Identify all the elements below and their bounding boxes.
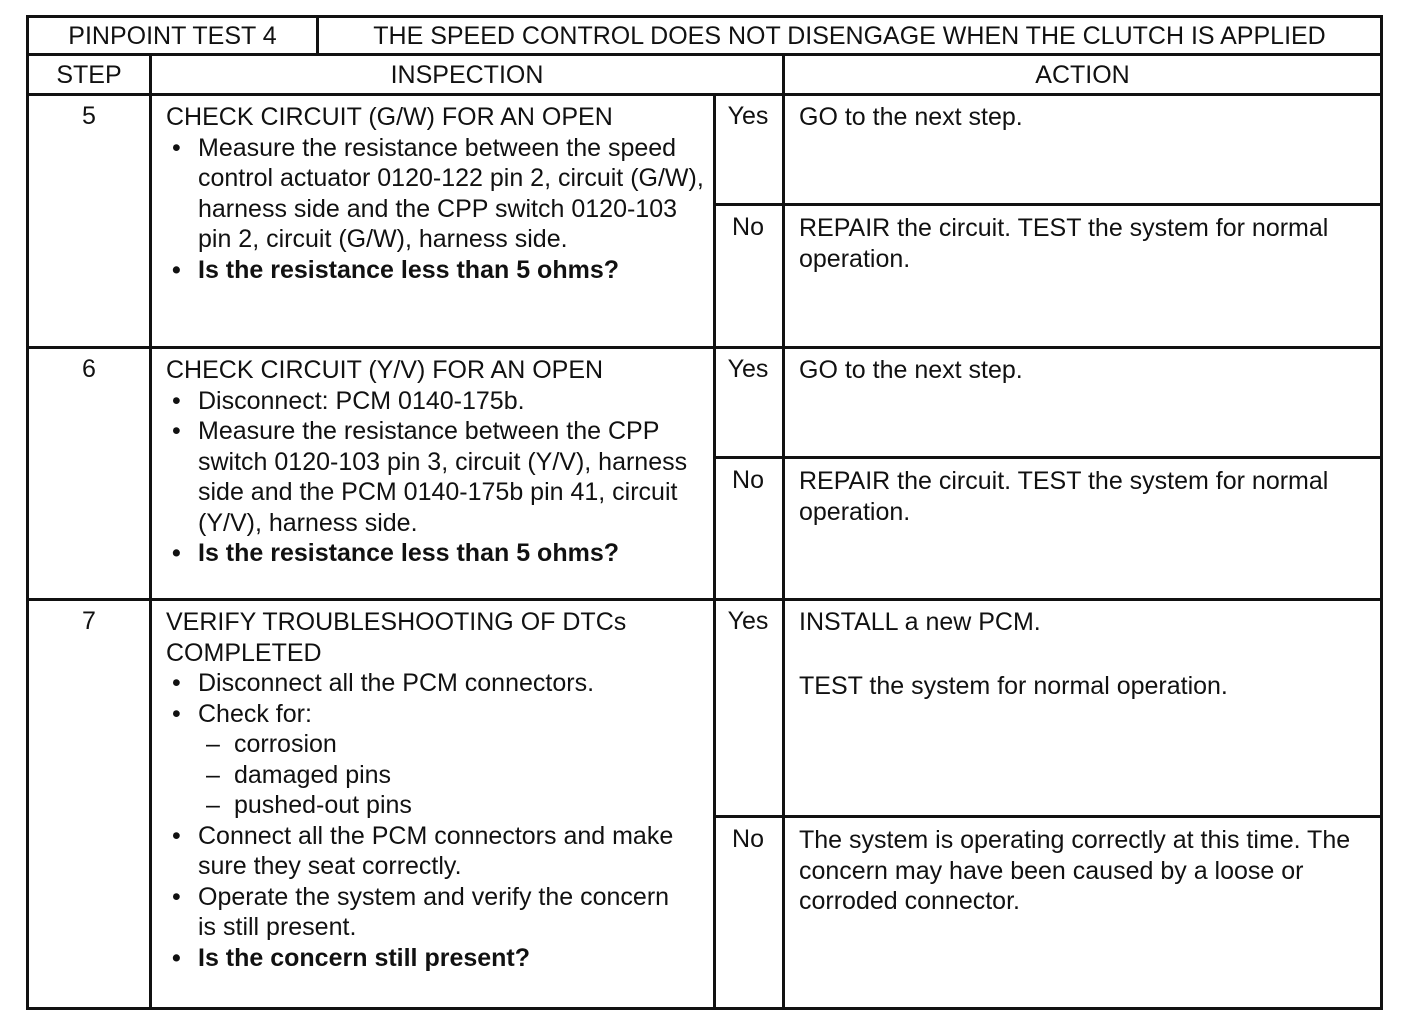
inspection-item: • Connect all the PCM connectors and make sure they seat correctly. <box>166 821 686 882</box>
no-label: No <box>732 466 764 494</box>
yes-label: Yes <box>727 102 769 130</box>
no-action: REPAIR the circuit. TEST the system for normal operation. <box>799 467 1329 526</box>
divider-action <box>782 56 785 1007</box>
inspection-item: • Measure the resistance between the speed control actuator 0120-122 pin 2, circuit (G/W), harness side and the CPP switch 0120-103 pin 2, circuit (G/W), harness side. <box>166 133 716 255</box>
test-description: THE SPEED CONTROL DOES NOT DISENGAGE WHEN THE CLUTCH IS APPLIED <box>373 22 1326 50</box>
yes-action: GO to the next step. <box>799 356 1023 384</box>
yes-action: INSTALL a new PCM. TEST the system for normal operation. <box>799 608 1228 700</box>
step-inspection <box>166 102 716 285</box>
inspection-item: • Disconnect: PCM 0140-175b. <box>166 386 716 417</box>
yes-no-divider-6 <box>713 456 1380 459</box>
divider-step <box>149 56 152 1007</box>
inspection-question: • Is the resistance less than 5 ohms? <box>166 538 716 569</box>
yes-no-divider-7 <box>713 815 1380 818</box>
yes-action: GO to the next step. <box>799 103 1023 131</box>
inspection-item: • Check for: <box>166 699 686 730</box>
pinpoint-test-table <box>26 15 1383 1010</box>
step-heading: CHECK CIRCUIT (G/W) FOR AN OPEN <box>166 103 613 131</box>
step-number: 6 <box>82 355 96 383</box>
header-step: STEP <box>56 61 122 89</box>
row-divider-6-7 <box>29 598 1380 601</box>
yes-no-divider-5 <box>713 203 1380 206</box>
step-inspection <box>166 607 686 973</box>
step-number: 7 <box>82 607 96 635</box>
no-label: No <box>732 825 764 853</box>
header-inspection: INSPECTION <box>390 61 544 89</box>
yes-label: Yes <box>727 355 769 383</box>
step-heading: CHECK CIRCUIT (Y/V) FOR AN OPEN <box>166 356 604 384</box>
yes-label: Yes <box>727 607 769 635</box>
step-inspection <box>166 355 716 569</box>
no-action: The system is operating correctly at this time. The concern may have been caused by a loose or corroded connector. <box>799 826 1351 915</box>
row-divider-5-6 <box>29 346 1380 349</box>
inspection-item: • Operate the system and verify the concern is still present. <box>166 882 686 943</box>
check-sub-item: – pushed-out pins <box>166 790 686 821</box>
test-id: PINPOINT TEST 4 <box>29 18 319 53</box>
step-number: 5 <box>82 102 96 130</box>
step-heading: VERIFY TROUBLESHOOTING OF DTCs COMPLETED <box>166 608 627 667</box>
check-sub-item: – corrosion <box>166 729 686 760</box>
inspection-item: • Disconnect all the PCM connectors. <box>166 668 686 699</box>
inspection-question: • Is the resistance less than 5 ohms? <box>166 255 716 286</box>
header-action: ACTION <box>1035 61 1130 89</box>
inspection-question: • Is the concern still present? <box>166 943 686 974</box>
check-sub-item: – damaged pins <box>166 760 686 791</box>
column-header-row <box>29 56 1380 96</box>
no-action: REPAIR the circuit. TEST the system for normal operation. <box>799 214 1329 273</box>
no-label: No <box>732 213 764 241</box>
title-row <box>29 18 1380 56</box>
inspection-item: • Measure the resistance between the CPP switch 0120-103 pin 3, circuit (Y/V), harness side and the PCM 0140-175b pin 41, circuit (Y/V), harness side. <box>166 416 716 538</box>
